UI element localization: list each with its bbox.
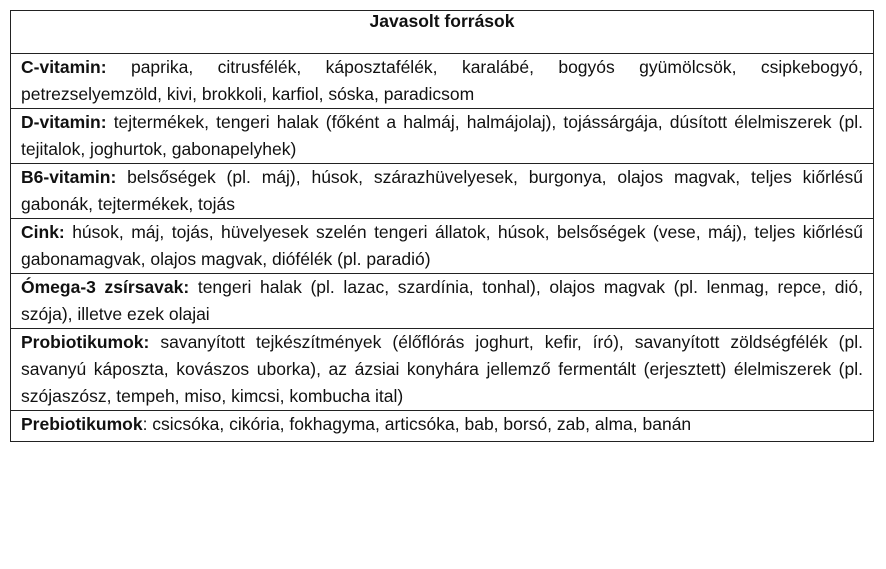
table-row-prebiotikumok bbox=[11, 411, 874, 442]
table-cell bbox=[11, 411, 874, 442]
row-label: B6-vitamin: bbox=[21, 167, 117, 187]
row-label: Ómega-3 zsírsavak: bbox=[21, 277, 190, 297]
row-text: savanyított tejkészítmények (élőflórás joghurt, kefir, író), savanyított zöldségfélék (pl. savanyú káposzta, kovászos uborka), az ázsiai konyhára jellemző fermentált (erjesztett) élelmiszerek (pl. szójaszósz, tempeh, miso, kimcsi, kombucha ital) bbox=[21, 332, 863, 406]
table-row-probiotikumok bbox=[11, 329, 874, 411]
table-header-row bbox=[11, 11, 874, 54]
table-cell bbox=[11, 274, 874, 329]
row-label: Probiotikumok: bbox=[21, 332, 150, 352]
table-row-b6-vitamin bbox=[11, 164, 874, 219]
row-label: Prebiotikumok bbox=[21, 414, 143, 434]
recommended-sources-table bbox=[10, 10, 874, 442]
table-row-c-vitamin bbox=[11, 54, 874, 109]
table-cell bbox=[11, 329, 874, 411]
row-label: D-vitamin: bbox=[21, 112, 107, 132]
table-row-cink bbox=[11, 219, 874, 274]
row-text: tejtermékek, tengeri halak (főként a halmáj, halmájolaj), tojássárgája, dúsított élelmiszerek (pl. tejitalok, joghurtok, gabonapelyhek) bbox=[21, 112, 863, 159]
row-text: belsőségek (pl. máj), húsok, szárazhüvelyesek, burgonya, olajos magvak, teljes kiőrlésű gabonák, tejtermékek, tojás bbox=[21, 167, 863, 214]
table-header: Javasolt források bbox=[11, 11, 874, 54]
table-cell bbox=[11, 164, 874, 219]
table-row-omega-3 bbox=[11, 274, 874, 329]
table-cell bbox=[11, 219, 874, 274]
row-text: : csicsóka, cikória, fokhagyma, articsóka, bab, borsó, zab, alma, banán bbox=[142, 414, 692, 434]
table-row-d-vitamin bbox=[11, 109, 874, 164]
row-text: tengeri halak (pl. lazac, szardínia, tonhal), olajos magvak (pl. lenmag, repce, dió, szója), illetve ezek olajai bbox=[21, 277, 863, 324]
table-cell bbox=[11, 54, 874, 109]
row-text: paprika, citrusfélék, káposztafélék, karalábé, bogyós gyümölcsök, csipkebogyó, petrezselyemzöld, kivi, brokkoli, karfiol, sóska, paradicsom bbox=[21, 57, 863, 104]
table-cell bbox=[11, 109, 874, 164]
row-label: Cink: bbox=[21, 222, 65, 242]
row-label: C-vitamin: bbox=[21, 57, 107, 77]
row-text: húsok, máj, tojás, hüvelyesek szelén tengeri állatok, húsok, belsőségek (vese, máj), teljes kiőrlésű gabonamagvak, olajos magvak, diófélék (pl. paradió) bbox=[21, 222, 863, 269]
